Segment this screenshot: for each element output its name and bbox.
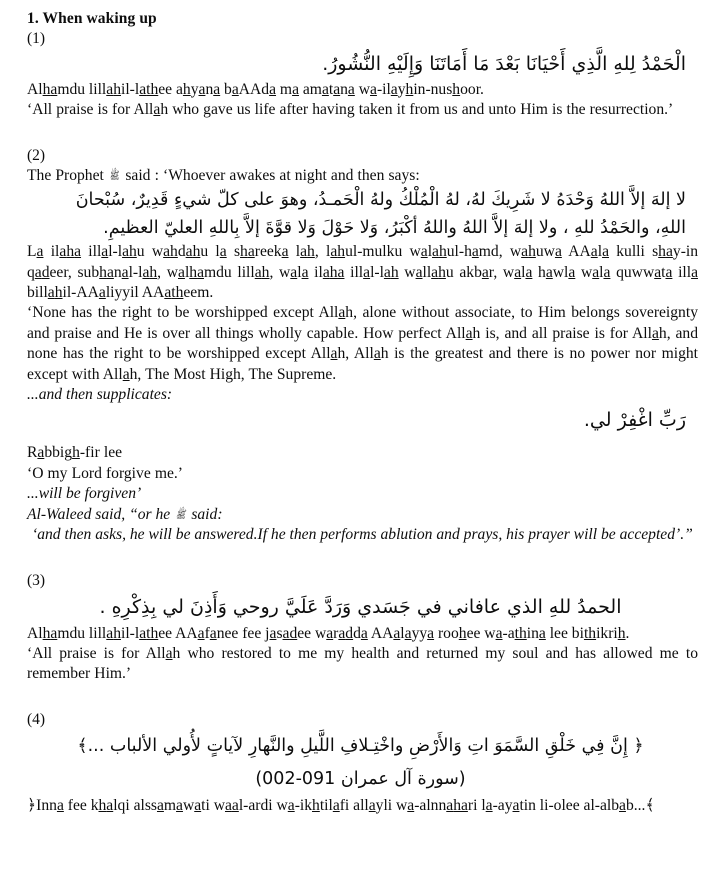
spacer (27, 121, 698, 146)
arabic-supplication-1: الْحَمْدُ لِلهِ الَّذِي أَحْيَانَا بَعْدَ مَا أَمَاتَنَا وَإِلَيْهِ النُّشُورُ. (322, 53, 686, 75)
spacer (27, 685, 698, 710)
entry-number-3: (3) (27, 571, 46, 589)
al-waleed-quote: ‘and then asks, he will be answered.If he then performs ablution and prays, his prayer will be accepted’.” (32, 526, 693, 544)
entry-number-4: (4) (27, 710, 46, 728)
dua-transliteration-2: Rabbigh-fir lee (27, 444, 123, 462)
arabic-supplication-3: الحمدُ للهِ الذي عافاني في جَسَدي وَرَدَّ عَلَيَّ روحي وَأَذِنَ لي بِذِكْرِهِ . (99, 595, 622, 618)
spacer (27, 546, 698, 571)
transliteration-1: Alhamdu lillahil-lathee ahyana baAAda ma amatana wa-ilayhin-nushoor. (27, 81, 484, 98)
al-waleed-attribution: Al-Waleed said, “or he ﷺ said: (27, 505, 223, 523)
transliteration-4: ﴿Inna fee khalqi alssamawati waal-ardi wa-ikhtilafi allayli wa-alnnahari la-ayatin li-olee al-albab...﴾ (27, 796, 655, 814)
then-supplicates-note: ...and then supplicates: (27, 386, 173, 404)
arabic-supplication-2-line-2: اللهِ، والحَمْدُ للهِ ، ولا إلهَ إلاَّ اللهُ واللهُ أكْبَرُ، وَلا حَوْلَ وَلا قوَّةَ إلاَّ بِاللهِ العليّ العظيمِ. (103, 218, 686, 239)
will-be-forgiven-note: ...will be forgiven’ (27, 485, 142, 503)
entry-number-1: (1) (27, 30, 46, 47)
arabic-quran-verse-4: ﴿ إِنَّ فِي خَلْقِ السَّمَوَ اتِ وَالأَرْضِ واخْتِـلافِ اللَّيلِ والنَّهارِ لآياتٍ لأُولي الألباب ...﴾ (77, 735, 644, 756)
entry-number-2: (2) (27, 146, 46, 164)
translation-2: ‘None has the right to be worshipped except Allah, alone without associate, to Him belongs sovereignty and praise and He is over all things wholly capable. How perfect Allah is, and all praise is for Allah, and none has the right to be worshipped except Allah, Allah is the greatest and there is no power nor might except with Allah, The Most High, The Supreme. (27, 304, 699, 383)
hadith-intro-2: The Prophet ﷺ said : ‘Whoever awakes at night and then says: (27, 166, 420, 184)
dua-translation-2: ‘O my Lord forgive me.’ (27, 464, 183, 482)
arabic-dua-2: رَبِّ اغْفِرْ لي. (583, 409, 686, 432)
spacer (27, 436, 698, 443)
page-title: 1. When waking up (27, 10, 157, 27)
transliteration-3: Alhamdu lillahil-lathee AAafanee fee jasadee waradda AAalayya roohee wa-athina lee bithikrih. (27, 624, 630, 642)
translation-1: ‘All praise is for Allah who gave us life after having taken it from us and unto Him is the resurrection.’ (27, 101, 674, 119)
transliteration-2: La ilaha illal-lahu wahdahu la shareeka lah, lahul-mulku walahul-hamd, wahuwa AAala kulli shay-in qadeer, subhanal-lah, walhamdu lillah, wala ilaha illal-lah wallahu akbar, wala hawla wala quwwata illa billahil-AAaliyyil AAatheem. (27, 243, 699, 302)
arabic-supplication-2-line-1: لا إلهَ إلاَّ اللهُ وَحْدَهُ لا شَرِيكَ لهُ، لهُ الْمُلْكُ ولهُ الْحَمـدُ، وهوَ على كلّ شيءٍ قَدِيرٌ، سُبْحانَ (75, 190, 686, 211)
translation-3: ‘All praise is for Allah who restored to me my health and returned my soul and has allowed me to remember Him.’ (27, 644, 698, 683)
arabic-surah-reference-4: (سورة آل عمران 190-200) (255, 768, 466, 789)
